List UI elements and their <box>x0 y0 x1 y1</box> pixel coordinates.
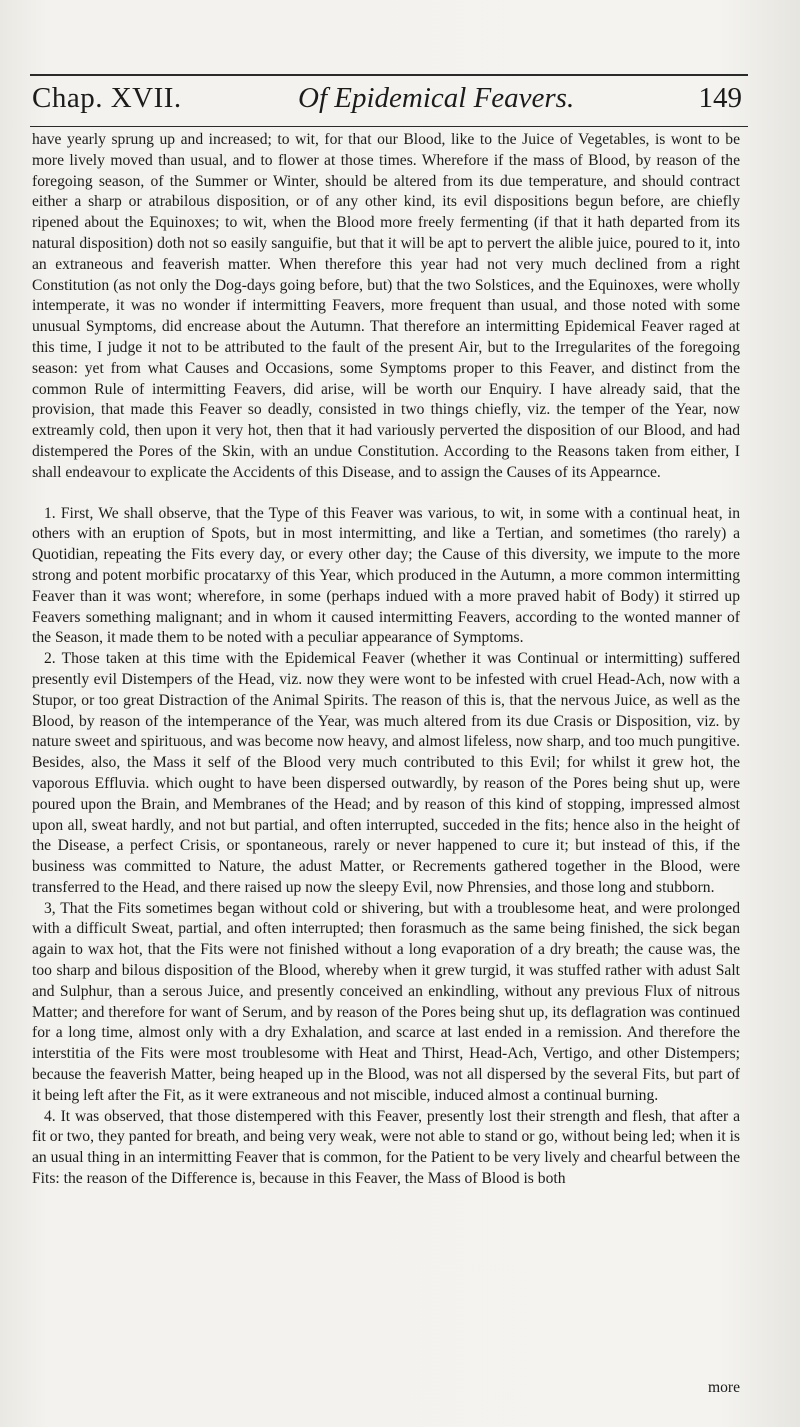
paragraph-4: 4. It was observed, that those distempered with this Feaver, presently lost their strength and flesh, that after a fit or two, they panted for breath, and being very weak, were not able to stand or go, without being led; when it is an usual thing in an intermitting Feaver that is common, for the Patient to be very lively and chearful between the Fits: the reason of the Difference is, because in this Feaver, the Mass of Blood is both <box>32 1107 741 1188</box>
paragraph-1: 1. First, We shall observe, that the Type of this Feaver was various, to wit, in some with a continual heat, in others with an eruption of Spots, but in most intermitting, and like a Tertian, and sometimes (tho rarely) a Quotidian, repeating the Fits every day, or every other day; the Cause of this diversity, we impute to the more strong and potent morbific procatarxy of this Year, which produced in the Autumn, a more common intermitting Feaver than it was wont; wherefore, in some (perhaps indued with a more praved habit of Body) it stirred up Feavers something malignant; and in whom it caused intermitting Feavers, according to the wonted manner of the Season, it made them to be noted with a peculiar appearance of Symptoms. <box>32 504 740 647</box>
paragraph-3: 3, That the Fits sometimes began without cold or shivering, but with a troublesome heat, and were prolonged with a difficult Sweat, partial, and often interrupted; then forasmuch as the same being finished, the sick began again to wax hot, that the Fits were not finished without a long evaporation of a dry breath; the cause was, the too sharp and bilous disposition of the Blood, whereby when it grew turgid, it was stuffed rather with adust Salt and Sulphur, than a serous Juice, and presently conceived an enkindling, without any previous Flux of nitrous Matter; and therefore for want of Serum, and by reason of the Pores being shut up, its deflagration was continued for a long time, almost only with a dry Exhalation, and scarce at last ended in a remission. And therefore the interstitia of the Fits were most troublesome with Heat and Thirst, Head-Ach, Vertigo, and other Distempers; because the feaverish Matter, being heaped up in the Blood, was not all dispersed by the several Fits, but part of it being left after the Fit, as it were extraneous and not miscible, induced almost a continual burning. <box>32 899 740 1104</box>
running-header <box>30 74 748 127</box>
body-text <box>32 130 741 1396</box>
paragraph-2: 2. Those taken at this time with the Epidemical Feaver (whether it was Continual or intermitting) suffered presently evil Distempers of the Head, viz. now they were wont to be infested with cruel Head-Ach, now with a Stupor, or too great Distraction of the Animal Spirits. The reason of this is, that the nervous Juice, as well as the Blood, by reason of the intemperance of the Year, was much altered from its due Crasis or Disposition, viz. by nature sweet and spirituous, and was become now heavy, and almost lifeless, now sharp, and too much pungitive. Besides, also, the Mass it self of the Blood very much contributed to this Evil; for whilst it grew hot, the vaporous Effluvia. which ought to have been dispersed outwardly, by reason of the Pores being shut up, were poured upon the Brain, and Membranes of the Head; and by reason of this kind of stopping, impressed almost upon all, sweat hardly, and not but partial, and often interrupted, succeded in the fits; hence also in the height of the Disease, a perfect Crisis, or spontaneous, rarely or never happened to cure it; but instead of this, if the business was committed to Nature, the adust Matter, or Recrements gathered together in the Blood, were transferred to the Head, and there raised up now the sleepy Evil, now Phrensies, and those long and stubborn. <box>32 650 740 896</box>
paragraph-continued: have yearly sprung up and increased; to wit, for that our Blood, like to the Juice of Vegetables, is wont to be more lively moved than usual, and to flower at those times. Wherefore if the mass of Blood, by reason of the foregoing season, of the Summer or Winter, should be altered from its due temperature, and should contract either a sharp or atrabilous disposition, or of any other kind, its evil dispositions begun before, are chiefly ripened about the Equinoxes; to wit, when the Blood more freely fermenting (if that it hath departed from its natural disposition) doth not so easily sanguifie, but that it will be apt to pervert the alible juice, poured to it, into an extraneous and feaverish matter. When therefore this year had not very much declined from a right Constitution (as not only the Dog-days going before, but) that the two Solstices, and the Equinoxes, were wholly intemperate, it was no wonder if intermitting Feavers, more frequent than usual, and those noted with some unusual Symptoms, did encrease about the Autumn. That therefore an intermitting Epidemical Feaver raged at this time, I judge it not to be attributed to the fault of the present Air, but to the Irregularites of the foregoing season: yet from what Causes and Occasions, some Symptoms proper to this Feaver, and distinct from the common Rule of intermitting Feavers, did arise, will be worth our Enquiry. I have already said, that the provision, that made this Feaver so deadly, consisted in two things chiefly, viz. the temper of the Year, now extreamly cold, then upon it very hot, then that it had variously perverted the disposition of our Blood, and had distempered the Pores of the Skin, with an undue Constitution. According to the Reasons taken from either, I shall endeavour to explicate the Accidents of this Disease, and to assign the Causes of its Appearnce. <box>32 131 740 481</box>
catchword: more <box>707 1379 740 1396</box>
chapter-label: Chap. XVII. <box>32 82 182 114</box>
running-title: Of Epidemical Feavers. <box>298 82 575 114</box>
page-number: 149 <box>698 82 742 114</box>
